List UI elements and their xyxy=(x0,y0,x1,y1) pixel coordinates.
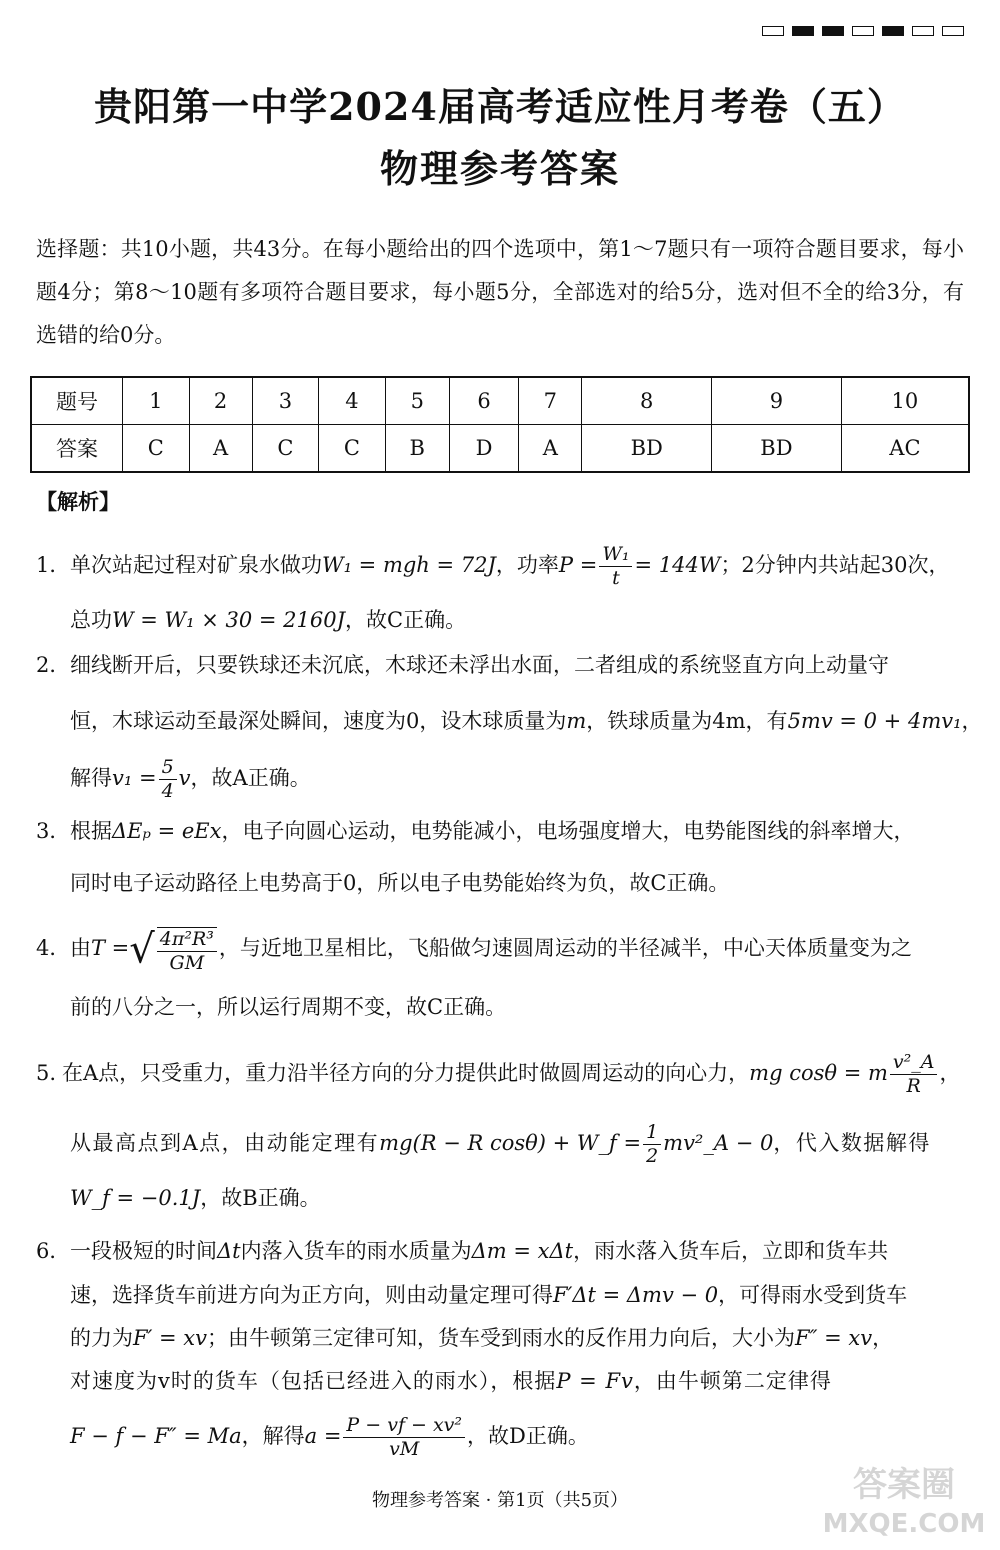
numerator: 4π²R³ xyxy=(157,930,217,952)
text: 在A点，只受重力，重力沿半径方向的分力提供此时做圆周运动的向心力， xyxy=(62,1061,750,1085)
text: 同时电子运动路径上电势高于0，所以电子电势能始终为负，故C正确。 xyxy=(70,871,730,895)
answer-cell: C xyxy=(252,425,319,473)
formula: Δm = xΔt xyxy=(471,1239,574,1263)
text: 速，选择货车前进方向为正方向，则由动量定理可得 xyxy=(70,1283,553,1307)
answer-cell: BD xyxy=(582,425,712,473)
text: 内落入货车的雨水质量为 xyxy=(240,1239,472,1263)
solution-1 xyxy=(36,545,964,635)
row-label: 题号 xyxy=(31,377,123,425)
solution-3 xyxy=(36,816,964,898)
formula: v₁ = xyxy=(112,766,157,790)
text: ，电子向圆心运动，电势能减小，电场强度增大，电势能图线的斜率增大， xyxy=(221,819,915,843)
denominator: 2 xyxy=(646,1145,659,1167)
fraction xyxy=(157,927,217,973)
answer-row xyxy=(31,425,969,473)
answer-cell: AC xyxy=(841,425,969,473)
fraction xyxy=(343,1416,465,1459)
answer-cell: A xyxy=(519,425,582,473)
solution-2 xyxy=(36,650,983,806)
text: 前的八分之一，所以运行周期不变，故C正确。 xyxy=(70,995,507,1019)
item-number: 3． xyxy=(36,819,71,843)
text: ；2分钟内共站起30次， xyxy=(720,553,950,577)
text: 单次站起过程对矿泉水做功 xyxy=(70,553,322,577)
text: ，故D正确。 xyxy=(467,1424,589,1448)
item-number: 5. xyxy=(36,1061,57,1085)
analysis-heading: 【解析】 xyxy=(36,489,120,514)
text: ，代入数据解得 xyxy=(773,1131,931,1155)
text: 由 xyxy=(70,936,91,960)
registration-marks xyxy=(762,26,964,36)
text: ，故A正确。 xyxy=(190,766,311,790)
mark-filled xyxy=(882,26,904,36)
text: 的力为 xyxy=(70,1326,133,1350)
denominator: GM xyxy=(169,951,205,974)
formula: F′Δt = Δmv − 0 xyxy=(553,1283,719,1307)
mark-empty xyxy=(852,26,874,36)
formula: v xyxy=(178,766,191,790)
question-cell: 2 xyxy=(189,377,252,425)
denominator: 4 xyxy=(161,780,174,802)
text: 细线断开后，只要铁球还未沉底，木球还未浮出水面，二者组成的系统竖直方向上动量守 xyxy=(70,653,889,677)
text: 恒，木球运动至最深处瞬间，速度为0，设木球质量为 xyxy=(70,709,567,733)
text: ，铁球质量为4m，有 xyxy=(586,709,788,733)
answer-cell: C xyxy=(123,425,190,473)
mark-filled xyxy=(822,26,844,36)
text: 解得 xyxy=(70,766,112,790)
text: ， xyxy=(939,1061,961,1085)
text: ，解得 xyxy=(241,1424,305,1448)
mark-filled xyxy=(792,26,814,36)
formula: F − f − F″ = Ma xyxy=(70,1424,242,1448)
text: ， xyxy=(872,1326,894,1350)
answer-cell: B xyxy=(385,425,449,473)
text: ，雨水落入货车后，立即和货车共 xyxy=(573,1239,889,1263)
numerator: W₁ xyxy=(599,545,632,567)
text: ；由牛顿第三定律可知，货车受到雨水的反作用力向后，大小为 xyxy=(207,1326,795,1350)
mark-empty xyxy=(912,26,934,36)
fraction xyxy=(890,1053,938,1096)
question-cell: 6 xyxy=(449,377,519,425)
solution-6 xyxy=(36,1236,964,1464)
text: 一段极短的时间 xyxy=(70,1239,217,1263)
document-title: 贵阳第一中学2024届高考适应性月考卷（五） xyxy=(94,84,906,129)
numerator: 1 xyxy=(643,1123,661,1145)
watermark-line1: 答案圈 xyxy=(853,1465,955,1505)
document-subtitle: 物理参考答案 xyxy=(379,146,620,191)
numerator: P − vf − xv² xyxy=(343,1416,465,1438)
watermark-line2: MXQE.COM xyxy=(822,1509,986,1539)
formula: a = xyxy=(304,1424,342,1448)
text: ，由牛顿第二定律得 xyxy=(633,1369,832,1393)
text: ，故C正确。 xyxy=(345,608,467,632)
text: ，故B正确。 xyxy=(200,1186,321,1210)
answer-cell: D xyxy=(449,425,519,473)
numerator: v²_A xyxy=(890,1053,938,1075)
solution-5 xyxy=(36,1045,964,1213)
text: 从最高点到A点，由动能定理有 xyxy=(70,1131,380,1155)
denominator: t xyxy=(612,567,620,589)
question-cell: 7 xyxy=(519,377,582,425)
answer-cell: A xyxy=(189,425,252,473)
text: ， xyxy=(961,709,983,733)
text: 根据 xyxy=(70,819,112,843)
formula: W₁ = mgh = 72J xyxy=(322,553,496,577)
denominator: R xyxy=(906,1075,921,1097)
formula: P = Fv xyxy=(556,1369,634,1393)
question-cell: 3 xyxy=(252,377,319,425)
formula: = 144W xyxy=(634,553,721,577)
text: ，与近地卫星相比，飞船做匀速圆周运动的半径减半，中心天体质量变为之 xyxy=(218,936,912,960)
formula: P = xyxy=(558,553,598,577)
watermark-logo xyxy=(816,1460,992,1540)
item-number: 1． xyxy=(36,553,71,577)
answer-cell: BD xyxy=(712,425,842,473)
fraction xyxy=(159,758,177,801)
question-number-row xyxy=(31,377,969,425)
text: 总功 xyxy=(70,608,112,632)
mark-empty xyxy=(942,26,964,36)
formula: W_f = −0.1J xyxy=(70,1186,201,1210)
formula: T = xyxy=(91,936,130,960)
text: ，可得雨水受到货车 xyxy=(718,1283,908,1307)
mark-empty xyxy=(762,26,784,36)
answer-cell: C xyxy=(319,425,386,473)
formula: mg cosθ = m xyxy=(749,1061,888,1085)
question-cell: 9 xyxy=(712,377,842,425)
solution-4 xyxy=(36,918,964,1022)
formula: m xyxy=(566,709,587,733)
formula: mg(R − R cosθ) + W_f = xyxy=(379,1131,642,1155)
item-number: 4． xyxy=(36,936,71,960)
question-cell: 5 xyxy=(385,377,449,425)
sqrt-sign: √ xyxy=(129,926,155,973)
page-footer: 物理参考答案 · 第1页（共5页） xyxy=(371,1490,629,1511)
row-label: 答案 xyxy=(31,425,123,473)
question-cell: 8 xyxy=(582,377,712,425)
fraction xyxy=(643,1123,661,1166)
text: ，功率 xyxy=(495,553,559,577)
formula: F″ = xv xyxy=(795,1326,873,1350)
formula: 5mv = 0 + 4mv₁ xyxy=(787,709,962,733)
formula: F′ = xv xyxy=(133,1326,207,1350)
numerator: 5 xyxy=(159,758,177,780)
formula: ΔEₚ = eEx xyxy=(112,819,222,843)
text: 对速度为v时的货车（包括已经进入的雨水），根据 xyxy=(70,1369,557,1393)
answer-table xyxy=(30,376,970,473)
item-number: 6． xyxy=(36,1239,71,1263)
formula: W = W₁ × 30 = 2160J xyxy=(112,608,346,632)
question-cell: 10 xyxy=(841,377,969,425)
fraction xyxy=(599,545,632,588)
formula: mv²_A − 0 xyxy=(663,1131,774,1155)
question-cell: 1 xyxy=(123,377,190,425)
formula: Δt xyxy=(217,1239,241,1263)
item-number: 2． xyxy=(36,653,71,677)
question-cell: 4 xyxy=(319,377,386,425)
denominator: vM xyxy=(389,1438,420,1460)
instructions-text: 选择题：共10小题，共43分。在每小题给出的四个选项中，第1～7题只有一项符合题目要求，每小题4分；第8～10题有多项符合题目要求，每小题5分，全部选对的给5分，选对但不全的给3分，有选错的给0分。 xyxy=(36,237,964,347)
